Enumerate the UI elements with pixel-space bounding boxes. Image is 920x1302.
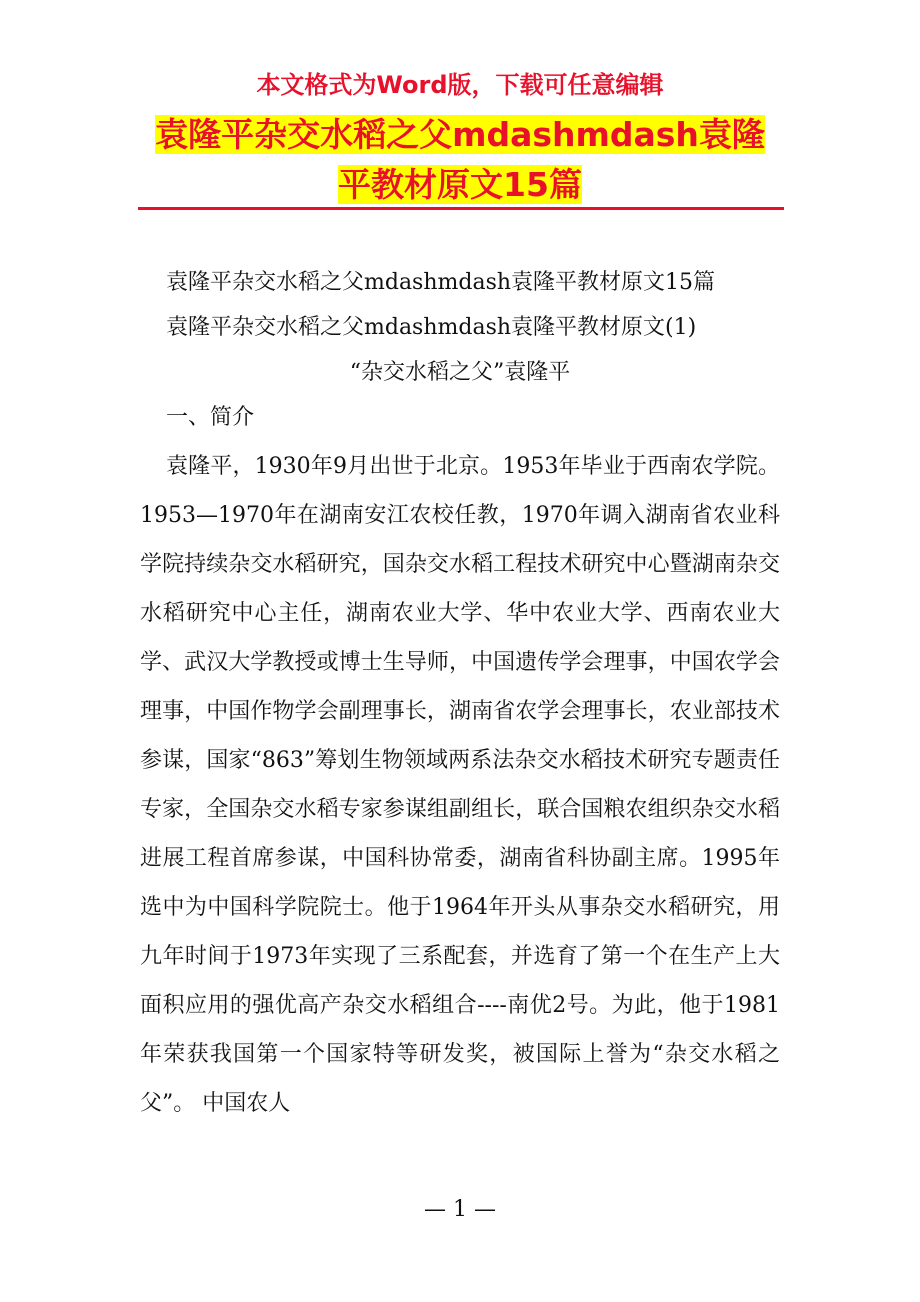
article-heading: “杂交水稻之父”袁隆平	[349, 360, 571, 385]
body-title-line: 袁隆平杂交水稻之父mdashmdash袁隆平教材原文15篇	[166, 270, 716, 295]
edit-notice: 本文格式为Word版，下载可任意编辑	[256, 71, 664, 99]
document-title	[140, 110, 780, 210]
title-divider	[138, 207, 784, 210]
document-title-text: 袁隆平杂交水稻之父mdashmdash袁隆平教材原文15篇	[155, 115, 765, 204]
document-body	[140, 260, 780, 1177]
body-subtitle-line: 袁隆平杂交水稻之父mdashmdash袁隆平教材原文(1)	[166, 315, 697, 340]
page-number: — 1 —	[424, 1197, 496, 1222]
body-paragraph: 袁隆平，1930年9月出世于北京。1953年毕业于西南农学院。1953—1970年在湖南安江农校任教，1970年调入湖南省农业科学院持续杂交水稻研究，国杂交水稻工程技术研究中心暨湖南杂交水稻研究中心主任，湖南农业大学、华中农业大学、西南农业大学、武汉大学教授或博士生导师，中国遗传学会理事，中国农学会理事，中国作物学会副理事长，湖南省农学会理事长，农业部技术参谋，国家“863”筹划生物领域两系法杂交水稻技术研究专题责任专家，全国杂交水稻专家参谋组副组长，联合国粮农组织杂交水稻进展工程首席参谋，中国科协常委，湖南省科协副主席。1995年选中为中国科学院院士。他于1964年开头从事杂交水稻研究，用九年时间于1973年实现了三系配套，并选育了第一个在生产上大面积应用的强优高产杂交水稻组合----南优2号。为此，他于1981年荣获我国第一个国家特等研发奖，被国际上誉为“杂交水稻之父”。 中国农人	[140, 454, 780, 1116]
section-heading: 一、简介	[166, 405, 255, 430]
